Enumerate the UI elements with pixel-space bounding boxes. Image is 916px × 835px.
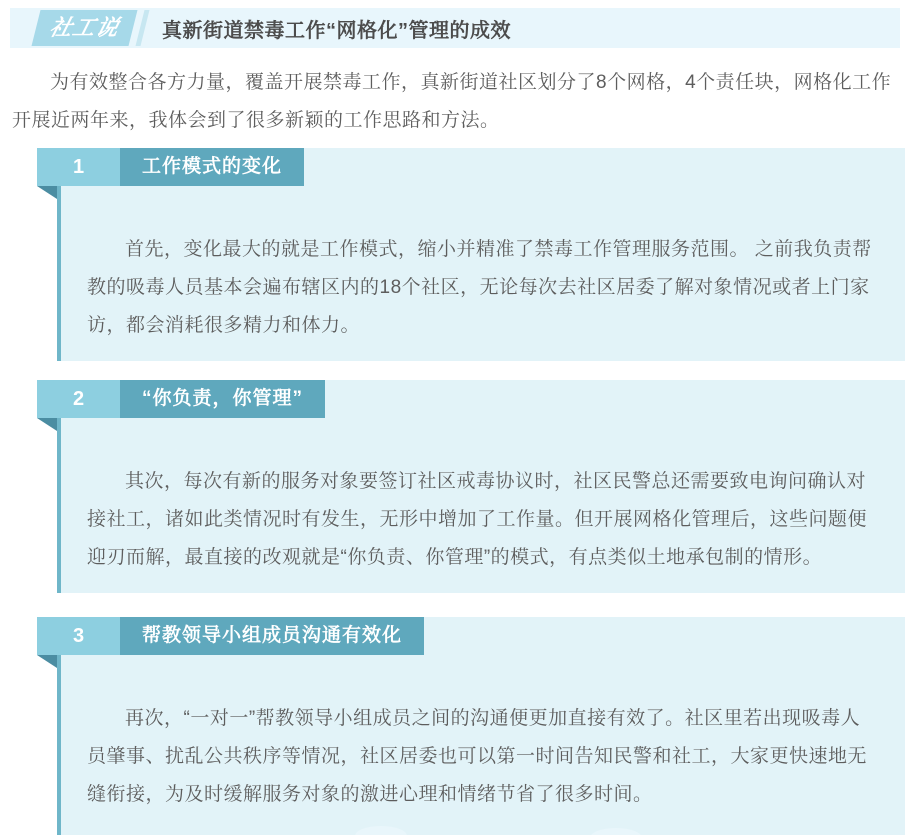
section-1-header — [37, 148, 905, 186]
section-1-number: 1 — [37, 148, 120, 186]
section-3-header — [37, 617, 905, 655]
header-badge-label: 社工说 — [47, 15, 123, 40]
section-3-number: 3 — [37, 617, 120, 655]
section-3-body: 再次，“一对一”帮教领导小组成员之间的沟通便更加直接有效了。社区里若出现吸毒人员肇事、扰乱公共秩序等情况，社区居委也可以第一时间告知民警和社工，大家更快速地无缝衔接，为及时缓解服务对象的激进心理和情绪节省了很多时间。 — [87, 708, 868, 805]
section-3-title: 帮教领导小组成员沟通有效化 — [120, 617, 424, 655]
section-1-title: 工作模式的变化 — [120, 148, 304, 186]
section-2-ribbon-fold — [37, 418, 57, 431]
section-3 — [57, 617, 905, 835]
header-badge — [32, 10, 138, 46]
section-3-ribbon-fold — [37, 655, 57, 668]
section-2-body: 其次，每次有新的服务对象要签订社区戒毒协议时，社区民警总还需要致电询问确认对接社工，诸如此类情况时有发生，无形中增加了工作量。但开展网格化管理后，这些问题便迎刃而解，最直接的改观就是“你负责、你管理”的模式，有点类似土地承包制的情形。 — [87, 471, 868, 568]
intro-paragraph: 为有效整合各方力量，覆盖开展禁毒工作，真新街道社区划分了8个网格，4个责任块，网格化工作开展近两年来，我体会到了很多新颖的工作思路和方法。 — [12, 72, 892, 131]
section-1-body: 首先，变化最大的就是工作模式，缩小并精准了禁毒工作管理服务范围。 之前我负责帮教的吸毒人员基本会遍布辖区内的18个社区，无论每次去社区居委了解对象情况或者上门家访，都会消耗很多精力和体力。 — [87, 239, 872, 336]
section-2-title: “你负责，你管理” — [120, 380, 325, 418]
section-2-number: 2 — [37, 380, 120, 418]
page-title: 真新街道禁毒工作“网格化”管理的成效 — [162, 19, 512, 42]
section-1-ribbon-fold — [37, 186, 57, 199]
badge-slash-decoration — [136, 10, 150, 46]
section-2 — [57, 380, 905, 593]
section-2-header — [37, 380, 905, 418]
header-bar — [10, 8, 900, 48]
section-1 — [57, 148, 905, 361]
